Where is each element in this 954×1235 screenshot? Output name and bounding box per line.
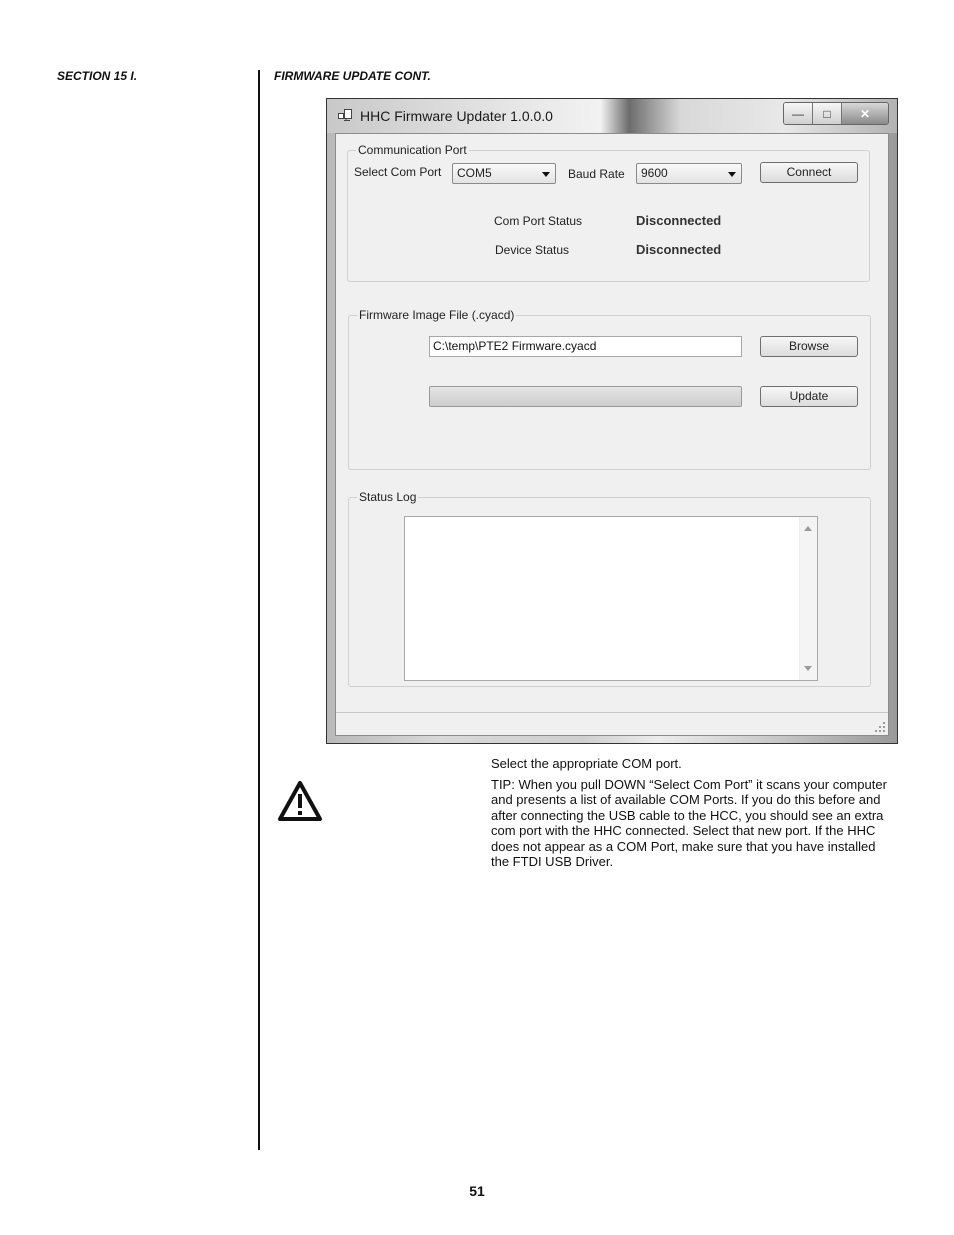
status-log-group [348,490,871,687]
caption-buttons [783,102,889,125]
chevron-down-icon [542,172,550,177]
vertical-divider [258,70,260,1150]
section-label: SECTION 15 I. [57,69,138,83]
warning-triangle-icon [277,780,323,822]
scroll-down-arrow-icon[interactable] [804,666,812,671]
baud-rate-value: 9600 [641,166,668,180]
firmware-image-legend: Firmware Image File (.cyacd) [359,308,515,322]
page-number: 51 [469,1183,485,1199]
com-port-select[interactable] [452,163,556,184]
update-progress-bar [429,386,742,407]
close-button[interactable]: ✕ [842,103,888,124]
status-bar [336,712,888,735]
instruction-tip: TIP: When you pull DOWN “Select Com Port” it scans your computer and presents a list of available COM Ports. If you do this before and after connecting the USB cable to the HCC, you should see an extra com port with the HHC connected. Select that new port. If the HHC does not appear as a COM Port, make sure that you have installed the FTDI USB Driver. [491,776,887,869]
device-status-value: Disconnected [636,242,722,257]
communication-port-group [347,143,870,282]
firmware-file-input[interactable]: C:\temp\PTE2 Firmware.cyacd [429,336,742,357]
page-heading: FIRMWARE UPDATE CONT. [274,69,431,83]
select-com-port-label: Select Com Port [354,165,442,179]
chevron-down-icon [728,172,736,177]
maximize-button[interactable]: □ [813,103,842,124]
firmware-updater-window [326,98,898,744]
connect-button[interactable]: Connect [760,162,858,183]
device-status-label: Device Status [495,243,570,257]
com-port-value: COM5 [457,166,492,180]
communication-port-legend: Communication Port [358,143,467,157]
instruction-text [491,756,896,875]
window-title: HHC Firmware Updater 1.0.0.0 [360,108,553,124]
browse-button[interactable]: Browse [760,336,858,357]
minimize-button[interactable]: — [784,103,813,124]
status-log-textarea[interactable] [404,516,818,681]
firmware-image-group [348,308,871,470]
com-port-status-value: Disconnected [636,213,722,228]
status-log-scrollbar[interactable] [799,517,817,680]
resize-grip-icon[interactable] [874,721,886,733]
status-log-legend: Status Log [359,490,417,504]
baud-rate-label: Baud Rate [568,167,625,181]
update-button[interactable]: Update [760,386,858,407]
scroll-up-arrow-icon[interactable] [804,526,812,531]
baud-rate-select[interactable] [636,163,742,184]
com-port-status-label: Com Port Status [494,214,583,228]
title-bar[interactable] [327,99,897,133]
client-area [335,133,889,736]
instruction-step: Select the appropriate COM port. [491,756,682,771]
app-icon [338,109,352,121]
